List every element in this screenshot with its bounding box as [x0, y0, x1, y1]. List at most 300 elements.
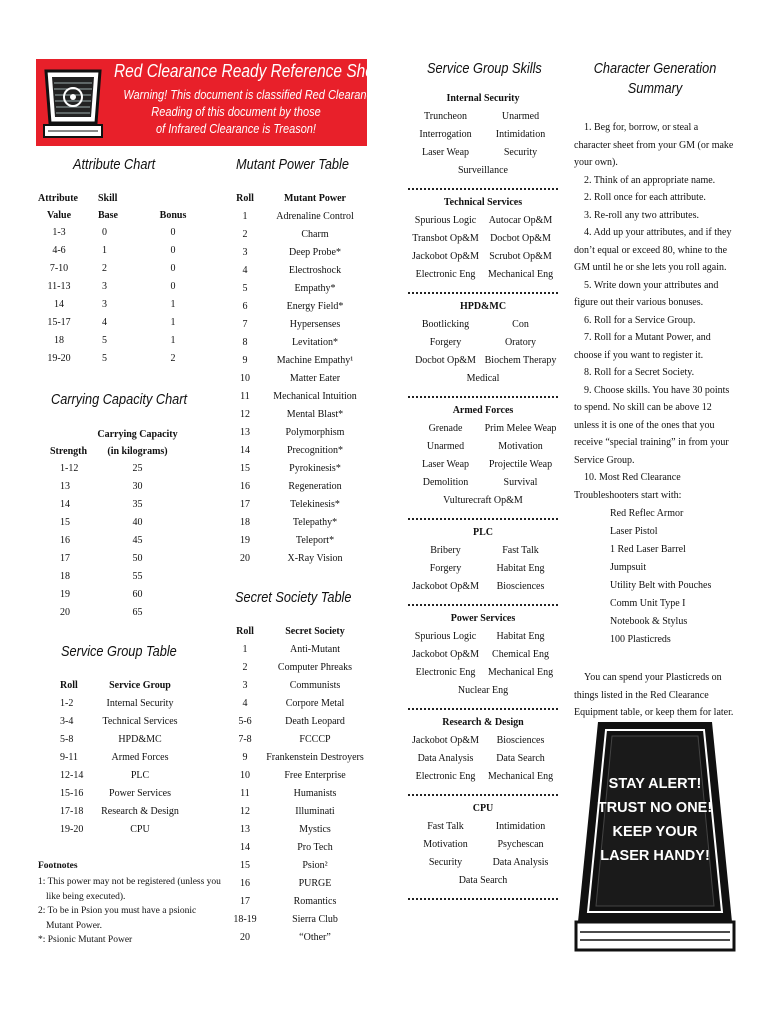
skill-item: Biosciences	[496, 581, 545, 592]
table-cell: 11-13	[47, 281, 71, 292]
skill-row	[408, 628, 558, 646]
skill-row	[408, 854, 558, 872]
table-cell: 14	[240, 842, 250, 853]
dotted-divider	[408, 188, 558, 190]
banner-line-2: Reading of this document by those	[151, 105, 321, 119]
table-row	[38, 332, 188, 350]
table-row	[229, 677, 369, 695]
table-cell: Regeneration	[288, 481, 342, 492]
skill-row	[408, 836, 558, 854]
skill-item: Data Analysis	[417, 753, 474, 764]
table-cell: HPD&MC	[118, 734, 162, 745]
table-cell: 15-17	[47, 317, 71, 328]
kit-item: Notebook & Stylus	[610, 616, 688, 627]
table-cell: 25	[132, 463, 143, 474]
table-cell: Pro Tech	[297, 842, 333, 853]
table-cell: Free Enterprise	[284, 770, 346, 781]
table-row	[229, 875, 369, 893]
table-cell: 3-4	[60, 716, 74, 727]
table-cell: 5-8	[60, 734, 74, 745]
table-cell: 1	[170, 317, 176, 328]
chargen-step: 9. Choose skills. You have 30 points to spend. No skill can be above 12 unless it is one of the ones that you receive “special training” in from your Service Group.	[574, 384, 730, 466]
table-cell: 4	[242, 698, 248, 709]
table-cell: 18-19	[233, 914, 257, 925]
skill-item: Docbot Op&M	[415, 355, 476, 366]
terminal-line-2: TRUST NO ONE!	[597, 800, 713, 816]
chargen-step: 1. Beg for, borrow, or steal a character sheet from your GM (or make your own).	[574, 122, 734, 168]
skill-group-title: Technical Services	[443, 197, 523, 208]
skill-row	[408, 438, 558, 456]
table-row	[50, 568, 185, 586]
col-roll: Roll	[60, 680, 78, 691]
skill-item: Forgery	[429, 563, 462, 574]
table-cell: 2	[242, 662, 248, 673]
skill-item: Demolition	[422, 477, 469, 488]
col-roll: Roll	[236, 193, 254, 204]
table-cell: 12	[240, 409, 250, 420]
skill-row	[408, 248, 558, 266]
table-cell: 15	[60, 517, 70, 528]
table-cell: Empathy*	[294, 283, 336, 294]
skill-item: Docbot Op&M	[490, 233, 551, 244]
skill-item: Unarmed	[501, 111, 540, 122]
table-cell: Sierra Club	[292, 914, 338, 925]
col-bonus: Bonus	[159, 210, 187, 221]
table-cell: Illuminati	[295, 806, 335, 817]
table-row	[38, 314, 188, 332]
table-cell: 50	[132, 553, 143, 564]
table-row	[229, 893, 369, 911]
table-cell: 11	[240, 788, 250, 799]
dotted-divider	[408, 708, 558, 710]
table-row	[38, 278, 188, 296]
table-cell: 12	[240, 806, 250, 817]
skill-item: Laser Weap	[421, 459, 470, 470]
chargen-step: 3. Re-roll any two attributes.	[584, 209, 699, 221]
skill-item: Medical	[466, 373, 500, 384]
chargen-title	[587, 59, 723, 99]
table-cell: 16	[240, 878, 250, 889]
skill-item: Grenade	[428, 423, 463, 434]
chargen-title-line-2: Summary	[627, 80, 683, 97]
skill-group-title: HPD&MC	[459, 301, 507, 312]
table-cell: 45	[132, 535, 143, 546]
table-row	[229, 298, 369, 316]
skill-row	[408, 542, 558, 560]
table-cell: 13	[240, 824, 250, 835]
table-cell: Mechanical Intuition	[273, 391, 357, 402]
table-row	[229, 857, 369, 875]
table-row	[229, 280, 369, 298]
table-row	[60, 695, 190, 713]
table-cell: Psion²	[302, 860, 328, 871]
table-cell: 5-6	[238, 716, 252, 727]
table-cell: 4	[242, 265, 248, 276]
skill-item: Spurious Logic	[414, 631, 477, 642]
table-cell: 2	[242, 229, 248, 240]
table-cell: 1-12	[60, 463, 79, 474]
skill-item: Biochem Therapy	[484, 355, 557, 366]
skill-item: Biosciences	[496, 735, 545, 746]
table-row	[229, 424, 369, 442]
table-cell: X-Ray Vision	[287, 553, 343, 564]
table-row	[50, 532, 185, 550]
skill-group-title: CPU	[472, 803, 494, 814]
table-row	[229, 316, 369, 334]
table-cell: 35	[132, 499, 143, 510]
table-cell: Hypersenses	[289, 319, 341, 330]
carrying-chart	[50, 426, 185, 622]
table-cell: Power Services	[109, 788, 171, 799]
skill-row	[408, 560, 558, 578]
skill-row	[408, 126, 558, 144]
kit-item: Jumpsuit	[610, 562, 647, 573]
table-row	[229, 749, 369, 767]
chargen-closing: You can spend your Plasticreds on things listed in the Red Clearance Equipment table, or keep them for later.	[574, 672, 734, 718]
kit-item: 1 Red Laser Barrel	[610, 544, 686, 555]
attribute-chart	[38, 190, 188, 368]
table-cell: Romantics	[293, 896, 337, 907]
skill-item: Data Search	[458, 875, 508, 886]
table-row	[229, 442, 369, 460]
skill-item: Jackobot Op&M	[412, 735, 479, 746]
skill-item: Fast Talk	[427, 821, 464, 832]
table-cell: 1-2	[60, 698, 74, 709]
table-row	[229, 334, 369, 352]
skill-row	[408, 144, 558, 162]
dotted-divider	[408, 794, 558, 796]
kit-item: Red Reflec Armor	[610, 508, 684, 519]
skill-item: Projectile Weap	[488, 459, 553, 470]
table-cell: 3	[102, 299, 107, 310]
table-cell: 7	[242, 319, 248, 330]
table-cell: 2	[170, 353, 176, 364]
table-cell: 60	[132, 589, 143, 600]
skill-row	[408, 334, 558, 352]
table-cell: Armed Forces	[111, 752, 169, 763]
table-cell: 7-10	[49, 263, 69, 274]
skill-group	[408, 612, 558, 700]
skill-row	[408, 732, 558, 750]
table-row	[229, 226, 369, 244]
skill-row	[408, 750, 558, 768]
table-cell: Adrenaline Control	[276, 211, 354, 222]
skill-group	[408, 92, 558, 180]
table-cell: PLC	[130, 770, 150, 781]
table-cell: FCCCP	[299, 734, 331, 745]
table-cell: 10	[240, 770, 250, 781]
dotted-divider	[408, 292, 558, 294]
computer-terminal-icon	[40, 65, 106, 141]
table-cell: Corpore Metal	[285, 698, 345, 709]
skill-item: Motivation	[498, 441, 543, 452]
skill-item: Con	[512, 319, 529, 330]
mutant-power-table	[229, 190, 369, 568]
table-row	[229, 659, 369, 677]
table-row	[229, 785, 369, 803]
skill-item: Psychescan	[497, 839, 544, 850]
skill-row	[408, 352, 558, 370]
table-cell: 7-8	[238, 734, 252, 745]
footnote-1-cont: like being executed).	[46, 891, 126, 902]
table-cell: 4-6	[52, 245, 66, 256]
skill-item: Truncheon	[424, 111, 467, 122]
table-row	[38, 350, 188, 368]
footnote-3: *: Psionic Mutant Power	[38, 935, 133, 945]
table-cell: 0	[170, 227, 176, 238]
table-row	[38, 260, 188, 278]
table-cell: 4	[102, 317, 107, 328]
table-cell: Teleport*	[295, 535, 335, 546]
footnotes-title: Footnotes	[38, 861, 78, 871]
table-cell: 5	[102, 353, 107, 364]
table-cell: Telekinesis*	[290, 499, 340, 510]
service-group-skills-title: Service Group Skills	[427, 60, 542, 77]
table-row	[229, 929, 369, 947]
skill-row	[408, 664, 558, 682]
terminal-line-1: STAY ALERT!	[608, 776, 702, 792]
table-row	[229, 532, 369, 550]
terminal-line-4: LASER HANDY!	[600, 848, 710, 864]
chargen-steps	[574, 119, 734, 722]
table-cell: 15	[240, 860, 250, 871]
skill-item: Motivation	[423, 839, 468, 850]
skill-item: Oratory	[504, 337, 537, 348]
skill-item: Prim Melee Weap	[484, 423, 557, 434]
col-secret-society: Secret Society	[285, 626, 345, 637]
skill-item: Nuclear Eng	[457, 685, 509, 696]
col-attribute: Attribute	[38, 193, 78, 204]
table-row	[60, 767, 190, 785]
table-cell: 17	[240, 499, 250, 510]
skill-row	[408, 768, 558, 786]
skill-group	[408, 404, 558, 510]
table-cell: 55	[132, 571, 143, 582]
table-cell: 6	[242, 301, 248, 312]
col-service-group: Service Group	[109, 680, 171, 691]
table-cell: 10	[240, 373, 250, 384]
col-kilograms: (in kilograms)	[107, 446, 168, 457]
service-group-table-title: Service Group Table	[61, 643, 177, 660]
table-cell: 13	[60, 481, 70, 492]
table-row	[229, 478, 369, 496]
col-mutant-power: Mutant Power	[284, 193, 346, 204]
table-row	[229, 262, 369, 280]
table-row	[50, 496, 185, 514]
table-cell: Computer Phreaks	[277, 662, 353, 673]
table-cell: 18	[240, 517, 250, 528]
table-cell: 5	[242, 283, 248, 294]
table-cell: 11	[240, 391, 250, 402]
skill-item: Jackobot Op&M	[412, 581, 479, 592]
skill-item: Intimidation	[495, 821, 546, 832]
skill-row	[408, 456, 558, 474]
table-cell: 0	[170, 263, 176, 274]
table-row	[229, 514, 369, 532]
skill-group	[408, 196, 558, 284]
skill-row	[408, 266, 558, 284]
skill-item: Spurious Logic	[414, 215, 477, 226]
table-row	[38, 296, 188, 314]
table-cell: Mystics	[299, 824, 331, 835]
table-row	[50, 586, 185, 604]
skill-item: Autocar Op&M	[488, 215, 553, 226]
chargen-step: 8. Roll for a Secret Society.	[584, 367, 695, 378]
table-cell: Deep Probe*	[289, 247, 341, 258]
table-cell: Death Leopard	[285, 716, 345, 727]
kit-item: 100 Plasticreds	[610, 634, 671, 645]
table-cell: 17	[240, 896, 250, 907]
footnote-2: 2: To be in Psion you must have a psionic	[38, 906, 197, 916]
table-cell: 9	[242, 752, 248, 763]
dotted-divider	[408, 396, 558, 398]
carrying-chart-title: Carrying Capacity Chart	[51, 391, 188, 408]
table-cell: CPU	[130, 824, 150, 835]
table-cell: Research & Design	[101, 806, 179, 817]
table-cell: 16	[60, 535, 70, 546]
table-cell: Anti-Mutant	[290, 644, 340, 655]
footnote-2-cont: Mutant Power.	[46, 920, 102, 931]
terminal-message	[582, 772, 728, 868]
skill-item: Mechanical Eng	[487, 771, 554, 782]
footnote-1: 1: This power may not be registered (unless you	[38, 877, 221, 887]
table-row	[229, 496, 369, 514]
table-cell: 3	[242, 247, 248, 258]
skill-item: Chemical Eng	[492, 649, 549, 660]
col-roll: Roll	[236, 626, 254, 637]
table-row	[229, 821, 369, 839]
skill-row	[408, 474, 558, 492]
col-skill: Skill	[98, 193, 118, 204]
table-cell: Matter Eater	[289, 373, 341, 384]
skill-item: Vulturecraft Op&M	[443, 495, 523, 506]
table-cell: 12-14	[60, 770, 84, 781]
table-row	[229, 911, 369, 929]
banner-line-3: of Infrared Clearance is Treason!	[156, 122, 316, 136]
skill-row	[408, 818, 558, 836]
table-cell: 19	[240, 535, 250, 546]
table-row	[38, 224, 188, 242]
skill-item: Scrubot Op&M	[489, 251, 552, 262]
table-cell: 19-20	[60, 824, 84, 835]
table-cell: Mental Blast*	[286, 409, 344, 420]
skill-item: Intimidation	[495, 129, 546, 140]
table-row	[229, 208, 369, 226]
table-row	[38, 242, 188, 260]
table-row	[229, 641, 369, 659]
skill-group	[408, 300, 558, 388]
table-cell: Pyrokinesis*	[289, 463, 341, 474]
table-cell: 3	[242, 680, 248, 691]
table-row	[50, 604, 185, 622]
starting-kit	[574, 505, 734, 649]
table-row	[229, 244, 369, 262]
skill-item: Electronic Eng	[415, 771, 476, 782]
skill-item: Unarmed	[426, 441, 465, 452]
kit-item: Utility Belt with Pouches	[610, 580, 712, 591]
table-row	[229, 731, 369, 749]
skill-group-title: PLC	[473, 527, 493, 538]
table-cell: 0	[170, 281, 176, 292]
table-row	[229, 406, 369, 424]
table-cell: Precognition*	[286, 445, 344, 456]
table-cell: 9-11	[60, 752, 78, 763]
table-cell: 14	[60, 499, 70, 510]
table-cell: “Other”	[299, 932, 331, 943]
header-banner	[36, 59, 387, 146]
table-row	[229, 460, 369, 478]
skill-item: Electronic Eng	[415, 667, 476, 678]
table-cell: Technical Services	[102, 716, 178, 727]
skill-item: Transbot Op&M	[412, 233, 479, 244]
table-cell: Energy Field*	[286, 301, 344, 312]
table-cell: 18	[54, 335, 64, 346]
col-base: Base	[98, 210, 118, 221]
table-cell: 20	[60, 607, 70, 618]
table-cell: 3	[102, 281, 107, 292]
table-cell: 1	[102, 245, 107, 256]
table-row	[229, 767, 369, 785]
skill-row	[408, 578, 558, 596]
skill-item: Jackobot Op&M	[412, 649, 479, 660]
table-row	[229, 550, 369, 568]
mutant-power-table-title: Mutant Power Table	[236, 156, 349, 173]
table-cell: 20	[240, 932, 250, 943]
skill-group	[408, 716, 558, 786]
table-cell: PURGE	[298, 878, 332, 889]
kit-item: Laser Pistol	[610, 526, 658, 537]
table-cell: 0	[102, 227, 107, 238]
chargen-title-line-1: Character Generation	[593, 60, 717, 77]
table-cell: Humanists	[293, 788, 337, 799]
table-row	[50, 460, 185, 478]
table-cell: Communists	[289, 680, 341, 691]
terminal-line-3: KEEP YOUR	[612, 824, 698, 840]
secret-society-table	[229, 623, 369, 947]
table-cell: 19	[60, 589, 70, 600]
service-group-skills	[408, 92, 558, 906]
skill-group-title: Power Services	[450, 613, 516, 624]
skill-row	[408, 316, 558, 334]
table-cell: 16	[240, 481, 250, 492]
table-cell: Internal Security	[106, 698, 174, 709]
table-cell: 8	[242, 337, 248, 348]
table-cell: 5	[102, 335, 107, 346]
table-row	[60, 785, 190, 803]
skill-item: Habitat Eng	[496, 563, 545, 574]
skill-item: Bribery	[430, 545, 461, 556]
table-cell: 13	[240, 427, 250, 438]
skill-item: Data Search	[496, 753, 545, 764]
skill-item: Interrogation	[419, 129, 472, 140]
skill-item: Fast Talk	[502, 545, 539, 556]
col-value: Value	[46, 210, 72, 221]
skill-item: Security	[428, 857, 463, 868]
table-cell: Frankenstein Destroyers	[266, 752, 364, 763]
skill-item: Security	[503, 147, 538, 158]
chargen-step: 7. Roll for a Mutant Power, and choose if you want to register it.	[574, 332, 711, 361]
chargen-step: 2. Roll once for each attribute.	[584, 192, 706, 203]
table-cell: 19-20	[47, 353, 71, 364]
skill-item: Bootlicking	[421, 319, 470, 330]
table-row	[60, 803, 190, 821]
skill-item: Mechanical Eng	[487, 269, 554, 280]
table-row	[229, 370, 369, 388]
table-row	[50, 514, 185, 532]
table-row	[60, 821, 190, 839]
table-cell: 1	[170, 335, 176, 346]
service-group-table	[60, 677, 190, 839]
